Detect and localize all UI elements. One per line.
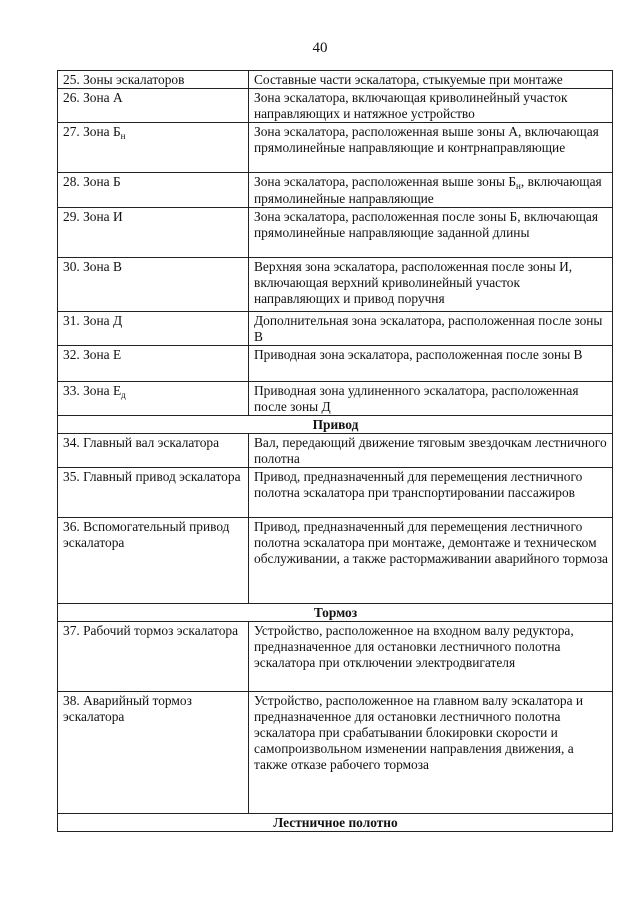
term-cell [58, 382, 249, 416]
term-text: 36. Вспомогательный привод эскалатора [63, 519, 230, 550]
definition-cell [249, 312, 613, 346]
term-cell [58, 622, 249, 692]
term-cell [58, 312, 249, 346]
term-cell [58, 173, 249, 208]
definition-text: Устройство, расположенное на входном валу редуктора, предназначенное для остановки лестничного полотна эскалатора при отключении электродвигателя [254, 623, 574, 670]
definition-text: Зона эскалатора, расположенная выше зоны А, включающая прямолинейные направляющие и контрнаправляющие [254, 124, 599, 155]
definition-text: Составные части эскалатора, стыкуемые при монтаже [254, 72, 563, 87]
definition-text: Зона эскалатора, расположенная выше зоны Б [254, 174, 517, 189]
definition-cell [249, 89, 613, 123]
term-row [58, 208, 613, 258]
term-cell [58, 346, 249, 382]
term-subscript: н [120, 131, 126, 141]
term-subscript: д [121, 390, 126, 400]
definition-cell [249, 468, 613, 518]
definition-cell [249, 622, 613, 692]
term-text: 29. Зона И [63, 209, 123, 224]
section-title: Лестничное полотно [58, 814, 613, 832]
term-cell [58, 89, 249, 123]
term-row [58, 434, 613, 468]
term-text: 34. Главный вал эскалатора [63, 435, 220, 450]
section-header-row [58, 814, 613, 832]
term-row [58, 382, 613, 416]
definition-text: Вал, передающий движение тяговым звездочкам лестничного полотна [254, 435, 607, 466]
definition-text-continued: , включающая прямолинейные направляющие [254, 174, 602, 206]
term-row [58, 312, 613, 346]
definition-cell [249, 382, 613, 416]
term-row [58, 622, 613, 692]
term-text: 32. Зона Е [63, 347, 122, 362]
term-cell [58, 71, 249, 89]
definition-subscript: н [516, 181, 521, 191]
definition-cell [249, 692, 613, 814]
term-row [58, 518, 613, 604]
term-cell [58, 434, 249, 468]
definition-cell [249, 208, 613, 258]
definition-cell [249, 71, 613, 89]
section-title: Тормоз [58, 604, 613, 622]
term-cell [58, 518, 249, 604]
section-header-row [58, 416, 613, 434]
definition-text: Устройство, расположенное на главном валу эскалатора и предназначенное для остановки лестничного полотна эскалатора при срабатывании блокировки скорости и самопроизвольном изменении направления движения, а также отказе рабочего тормоза [254, 693, 584, 772]
definition-text: Зона эскалатора, расположенная после зоны Б, включающая прямолинейные направляющие заданной длины [254, 209, 599, 240]
term-text: 26. Зона А [63, 90, 123, 105]
term-text: 27. Зона Б [63, 124, 121, 139]
term-row [58, 468, 613, 518]
term-text: 38. Аварийный тормоз эскалатора [63, 693, 192, 724]
page-number: 40 [312, 40, 328, 56]
term-text: 33. Зона Е [63, 383, 122, 398]
terms-table-body [58, 71, 613, 832]
definition-cell [249, 258, 613, 312]
term-row [58, 89, 613, 123]
section-header-row [58, 604, 613, 622]
definition-text: Приводная зона удлиненного эскалатора, расположенная после зоны Д [254, 383, 579, 414]
term-cell [58, 468, 249, 518]
term-text: 37. Рабочий тормоз эскалатора [63, 623, 239, 638]
definition-cell [249, 518, 613, 604]
definition-text: Приводная зона эскалатора, расположенная после зоны В [254, 347, 583, 362]
term-text: 31. Зона Д [63, 313, 123, 328]
term-text: 35. Главный привод эскалатора [63, 469, 241, 484]
definition-text: Привод, предназначенный для перемещения лестничного полотна эскалатора при транспортировании пассажиров [254, 469, 583, 500]
term-cell [58, 258, 249, 312]
definition-cell [249, 123, 613, 173]
term-row [58, 71, 613, 89]
term-row [58, 123, 613, 173]
definition-text: Дополнительная зона эскалатора, расположенная после зоны В [254, 313, 603, 344]
definition-text: Привод, предназначенный для перемещения лестничного полотна эскалатора при монтаже, демонтаже и техническом обслуживании, а также растормаживании аварийного тормоза [254, 519, 608, 566]
term-text: 30. Зона В [63, 259, 122, 274]
term-cell [58, 208, 249, 258]
section-title: Привод [58, 416, 613, 434]
term-row [58, 258, 613, 312]
definition-cell [249, 173, 613, 208]
definition-text: Зона эскалатора, включающая криволинейный участок направляющих и натяжное устройство [254, 90, 568, 121]
term-row [58, 346, 613, 382]
term-cell [58, 123, 249, 173]
definition-text: Верхняя зона эскалатора, расположенная после зоны И, включающая верхний криволинейный участок направляющих и привод поручня [254, 259, 573, 306]
term-row [58, 173, 613, 208]
term-row [58, 692, 613, 814]
definition-cell [249, 346, 613, 382]
definition-cell [249, 434, 613, 468]
term-cell [58, 692, 249, 814]
terms-table [57, 70, 613, 832]
term-text: 25. Зоны эскалаторов [63, 72, 185, 87]
term-text: 28. Зона Б [63, 174, 121, 189]
